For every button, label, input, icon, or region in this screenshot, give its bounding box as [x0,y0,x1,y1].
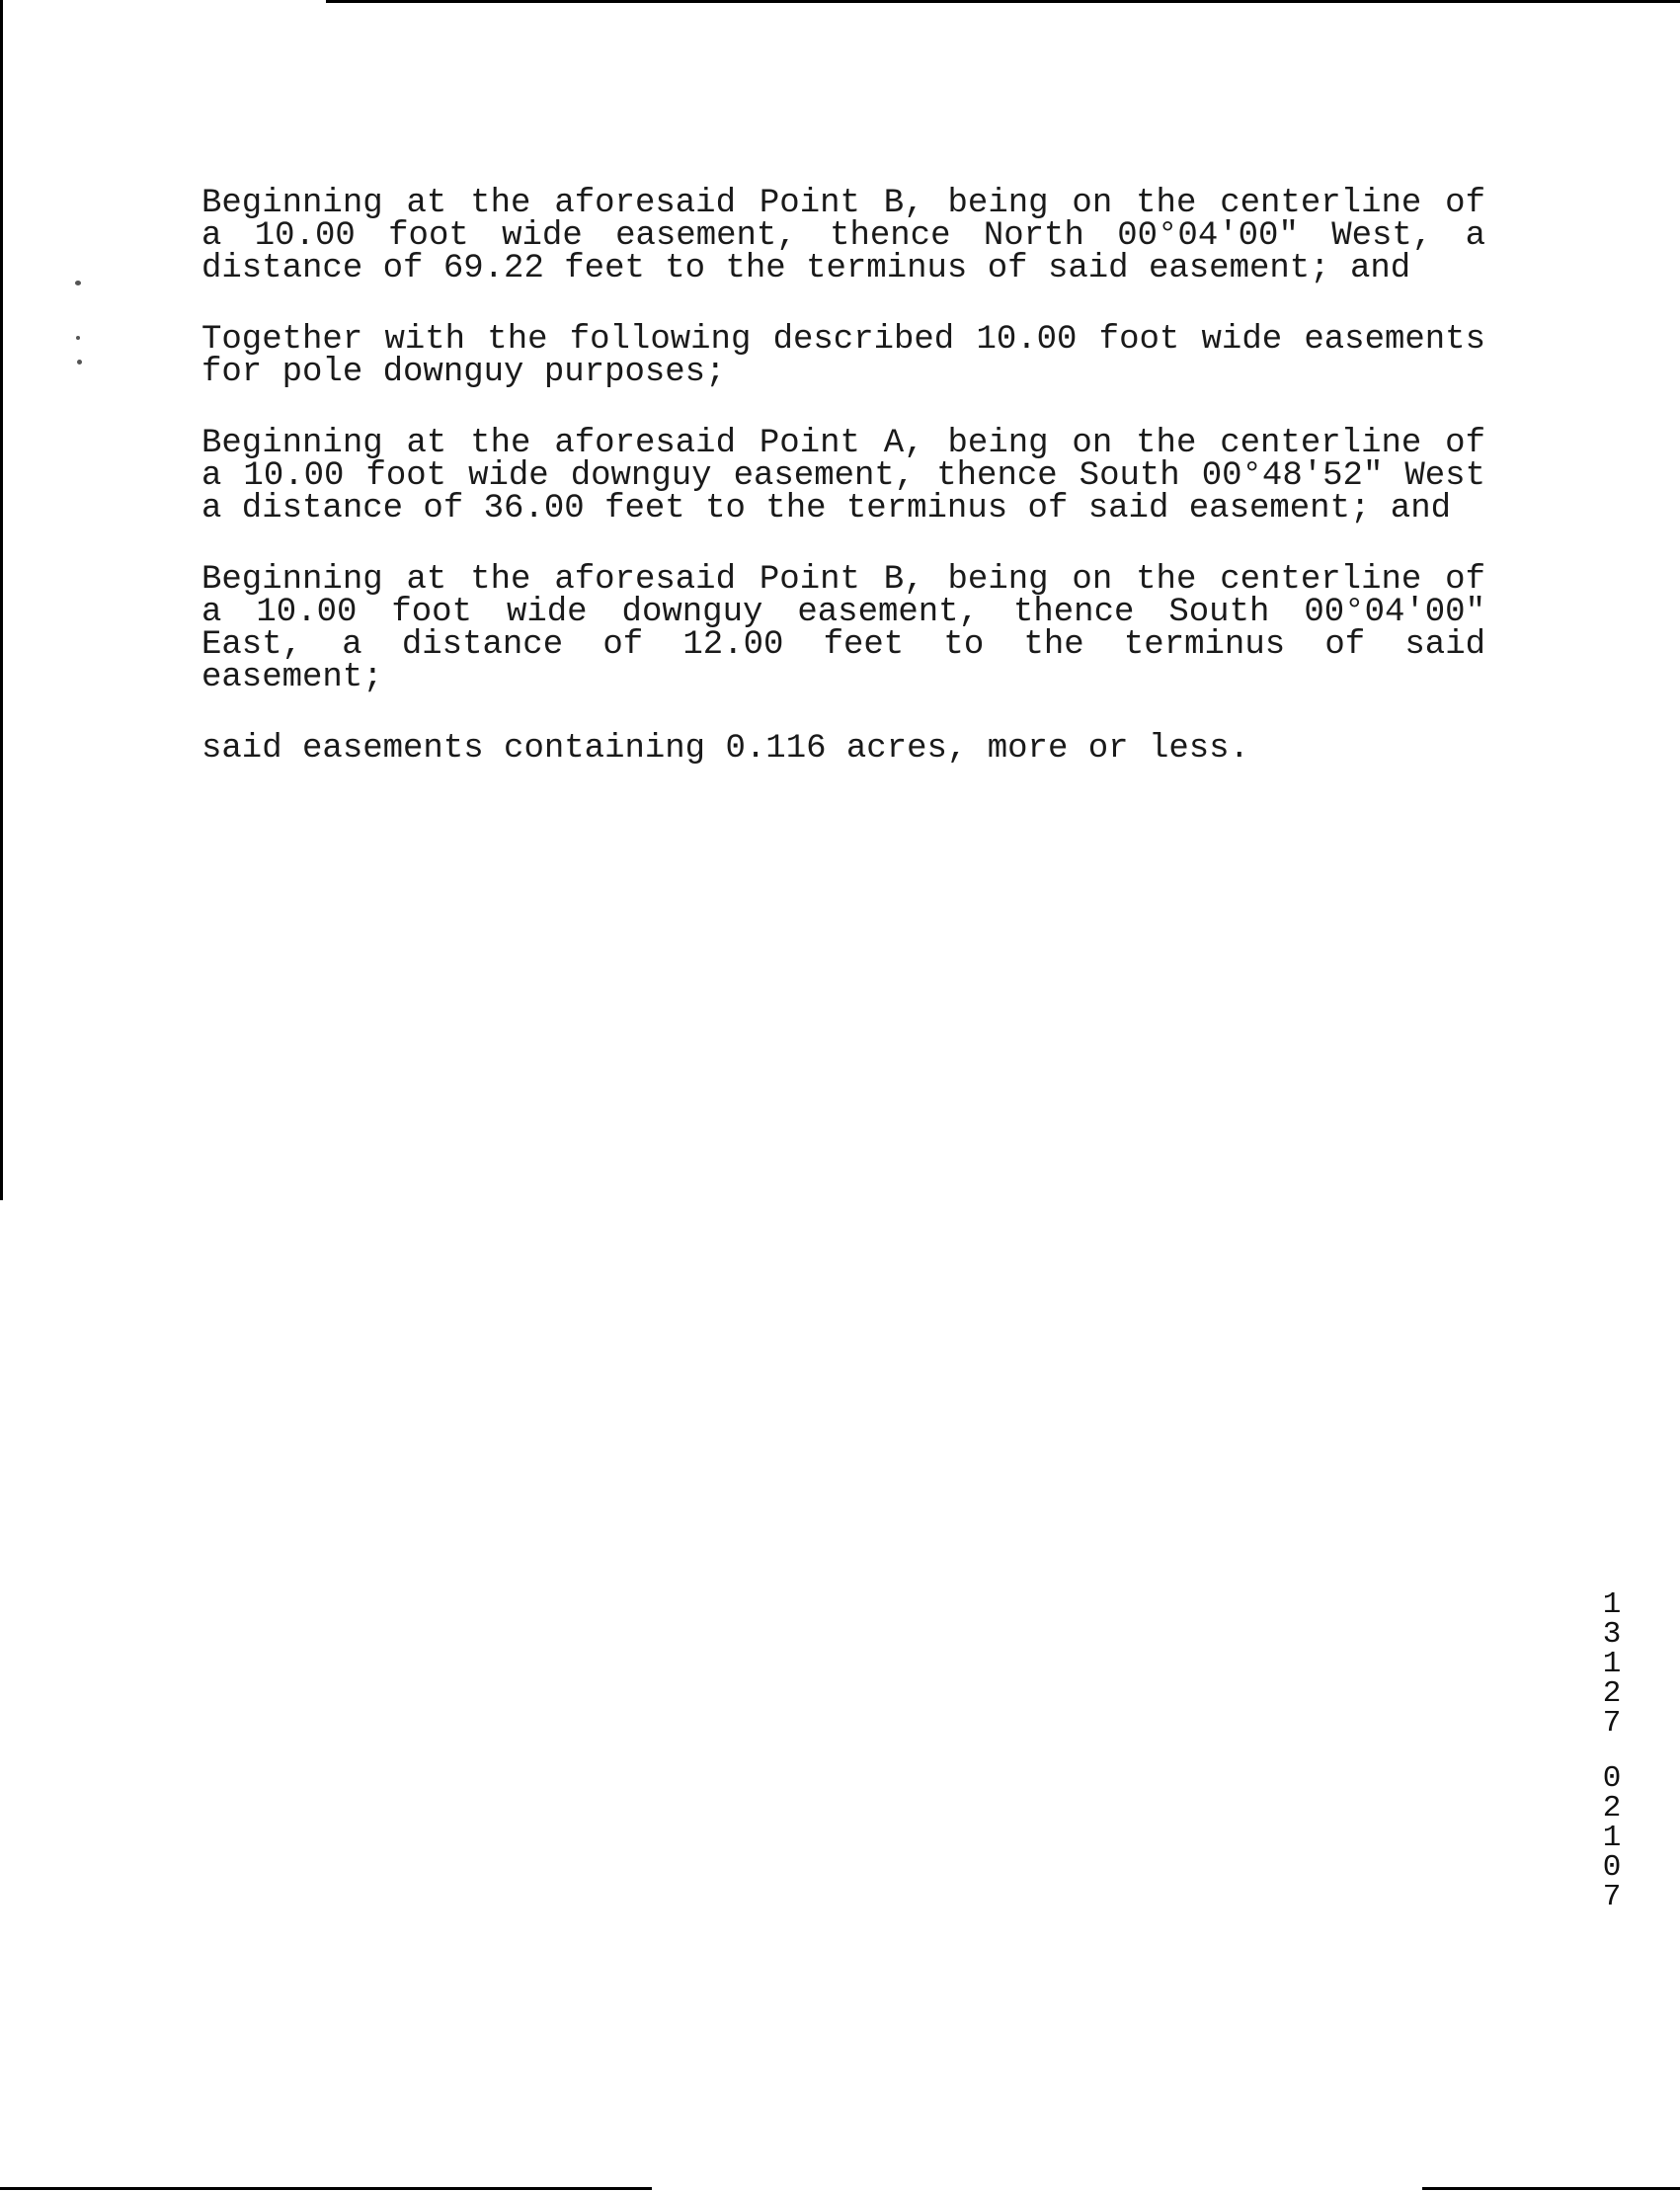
stamp-digit: 0 [1602,1850,1622,1885]
scan-edge-bottom [0,2187,652,2190]
document-body [201,185,1485,804]
paragraph-acreage-summary: said easements containing 0.116 acres, more or less. [201,730,1249,768]
stamp-digit: 7 [1602,1880,1622,1914]
paragraph-point-b-downguy: Beginning at the aforesaid Point B, being on the centerline of a 10.00 foot wide downguy easement, thence South 00°04'00" East, a distance of 12.00 feet to the terminus of said easement; [201,561,1485,696]
stamp-digit: 0 [1602,1761,1622,1796]
stamp-digit: 1 [1602,1587,1622,1622]
stamp-digit: 7 [1602,1706,1622,1741]
scan-speck [76,336,80,340]
stamp-digit: 3 [1602,1617,1622,1652]
side-document-number [1592,1587,1632,1914]
scan-edge-bottom-right [1422,2187,1680,2190]
scan-edge-left [0,0,3,1200]
paragraph-point-b-easement: Beginning at the aforesaid Point B, being on the centerline of a 10.00 foot wide easement, thence North 00°04'00" West, a distance of 69.22 feet to the terminus of said easement; and [201,185,1485,287]
scan-speck [77,360,82,365]
stamp-digit: 1 [1602,1821,1622,1855]
stamp-digit: 1 [1602,1647,1622,1681]
stamp-digit: 2 [1602,1791,1622,1826]
stamp-digit: 2 [1602,1676,1622,1711]
paragraph-point-a-downguy: Beginning at the aforesaid Point A, being on the centerline of a 10.00 foot wide downguy easement, thence South 00°48'52" West a distance of 36.00 feet to the terminus of said easement; and [201,425,1485,527]
scan-speck [75,281,81,285]
paragraph-downguy-intro: Together with the following described 10.00 foot wide easements for pole downguy purposes; [201,321,1485,391]
scan-edge-top [326,0,1680,3]
